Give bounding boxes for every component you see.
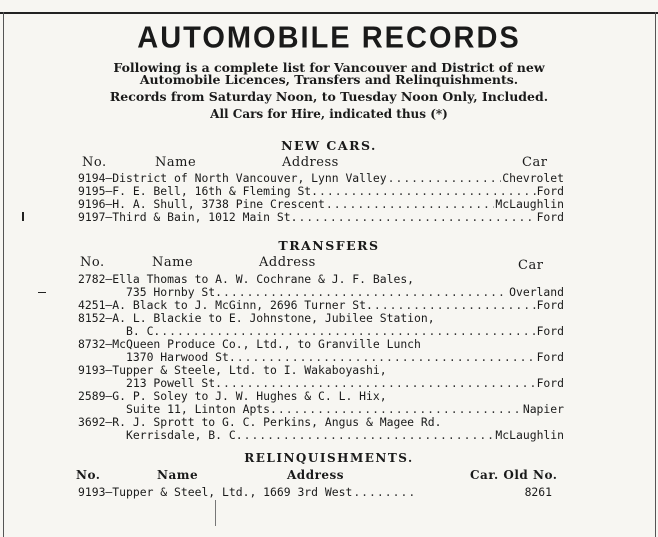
list-item: 9195—F. E. Bell, 16th & Fleming St. ..... Ford — [78, 185, 564, 198]
list-item: 9196—H. A. Shull, 3738 Pine Crescent ..... McLaughlin — [78, 198, 564, 211]
new-cars-col-name: Name — [155, 155, 197, 170]
transfers-heading: TRANSFERS — [278, 238, 380, 253]
list-item: 9193—Tupper & Steel, Ltd., 1669 3rd West ..... 8261 — [78, 486, 564, 499]
fold-line — [215, 500, 216, 526]
page-title: AUTOMOBILE RECORDS — [137, 21, 521, 55]
relinquishments-heading: RELINQUISHMENTS. — [244, 451, 414, 465]
relinq-col-car-old-no: Car. Old No. — [470, 468, 558, 482]
print-mark — [22, 212, 24, 221]
new-cars-col-address: Address — [282, 155, 339, 170]
intro-line-1: Following is a complete list for Vancouver and District of new — [113, 60, 545, 75]
transfers-col-address: Address — [259, 255, 316, 270]
list-item: 4251—A. Black to J. McGinn, 2696 Turner St. ..... Ford — [78, 299, 564, 312]
new-cars-list — [78, 172, 564, 224]
list-item: 9197—Third & Bain, 1012 Main St. ..... Ford — [78, 211, 564, 224]
new-cars-heading: NEW CARS. — [281, 138, 377, 153]
list-item: 9193—Tupper & Steele, Ltd. to I. Wakaboyashi, 213 Powell St. ..... Ford — [78, 364, 564, 390]
relinquishments-list — [78, 486, 564, 499]
list-item: 2782—Ella Thomas to A. W. Cochrane & J. F. Bales, 735 Hornby St. ..... Overland — [78, 273, 564, 299]
new-cars-col-no: No. — [82, 155, 107, 170]
list-item: 3692—R. J. Sprott to G. C. Perkins, Angus & Magee Rd. Kerrisdale, B. C. ..... McLaughlin — [78, 416, 564, 442]
transfers-list — [78, 273, 564, 442]
transfers-col-car: Car — [518, 258, 544, 273]
relinq-col-no: No. — [76, 468, 101, 482]
list-item: 2589—G. P. Soley to J. W. Hughes & C. L. Hix, Suite 11, Linton Apts. ..... Napier — [78, 390, 564, 416]
intro-line-2: Automobile Licences, Transfers and Relinquishments. — [139, 72, 519, 87]
records-line: Records from Saturday Noon, to Tuesday Noon Only, Included. — [109, 89, 549, 104]
new-cars-col-car: Car — [522, 155, 548, 170]
top-rule — [0, 12, 658, 14]
relinq-col-address: Address — [287, 468, 345, 482]
relinq-col-name: Name — [157, 468, 199, 482]
print-mark — [38, 292, 46, 293]
list-item: 8152—A. L. Blackie to E. Johnstone, Jubilee Station, B. C. ..... Ford — [78, 312, 564, 338]
hire-note: All Cars for Hire, indicated thus (*) — [210, 107, 448, 121]
transfers-col-no: No. — [80, 255, 105, 270]
list-item: 9194—District of North Vancouver, Lynn Valley ..... Chevrolet — [78, 172, 564, 185]
list-item: 8732—McQueen Produce Co., Ltd., to Granville Lunch 1370 Harwood St. ..... Ford — [78, 338, 564, 364]
transfers-col-name: Name — [152, 255, 194, 270]
